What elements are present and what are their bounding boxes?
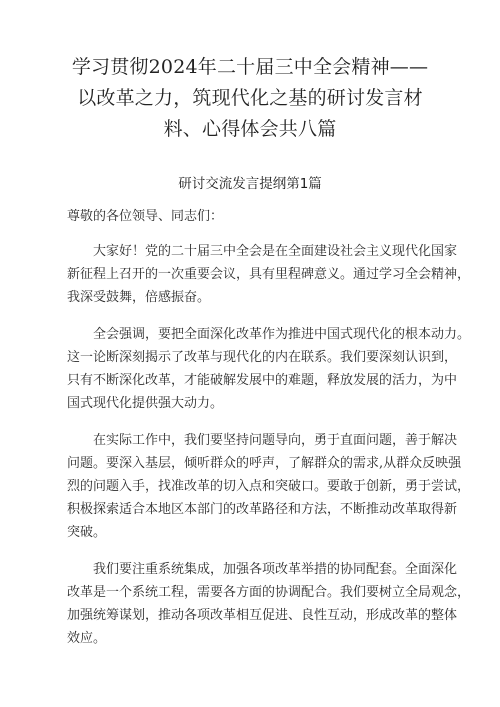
paragraph-3: [67, 429, 471, 544]
paragraph-line: 新征程上召开的一次重要会议，具有里程碑意义。通过学习全会精神，: [67, 267, 471, 282]
paragraph-line: 国式现代化提供强大动力。: [67, 396, 224, 411]
paragraph-line: 全会强调，要把全面深化改革作为推进中国式现代化的根本动力。: [93, 327, 471, 342]
paragraph-line: 改革是一个系统工程，需要各方面的协调配合。我们要树立全局观念，: [67, 585, 471, 600]
title-line: 以改革之力，筑现代化之基的研讨发言材: [77, 87, 423, 109]
paragraph-line: 突破。: [67, 525, 107, 540]
paragraph-1: [67, 240, 471, 309]
document-title: [60, 52, 440, 145]
salutation: [67, 205, 441, 228]
paragraph-line: 只有不断深化改革，才能破解发展中的难题，释放发展的活力，为中: [67, 373, 458, 388]
salutation-line: 尊敬的各位领导、同志们：: [67, 209, 224, 224]
paragraph-line: 我深受鼓舞，倍感振奋。: [67, 290, 211, 305]
title-line: 学习贯彻2024年二十届三中全会精神——: [71, 56, 429, 78]
paragraph-line: 烈的问题入手，找准改革的切入点和突破口。要敢于创新，勇于尝试，: [67, 479, 471, 494]
title-line: 料、心得体会共八篇: [163, 118, 337, 140]
paragraph-line: 积极探索适合本地区本部门的改革路径和方法，不断推动改革取得新: [67, 502, 458, 517]
section-heading: 研讨交流发言提纲第1篇: [178, 176, 322, 192]
paragraph-2: [67, 323, 471, 415]
paragraph-4: [67, 558, 471, 650]
paragraph-line: 在实际工作中，我们要坚持问题导向，勇于直面问题，善于解决: [93, 433, 458, 448]
paragraph-line: 问题。要深入基层，倾听群众的呼声，了解群众的需求,从群众反映强: [67, 456, 462, 471]
paragraph-line: 大家好！党的二十届三中全会是在全面建设社会主义现代化国家: [93, 244, 458, 259]
paragraph-line: 加强统筹谋划，推动各项改革相互促进、良性互动，形成改革的整体: [67, 608, 458, 623]
paragraph-line: 效应。: [67, 631, 107, 646]
paragraph-line: 这一论断深刻揭示了改革与现代化的内在联系。我们要深刻认识到，: [67, 350, 458, 365]
paragraph-line: 我们要注重系统集成，加强各项改革举措的协同配套。全面深化: [93, 562, 458, 577]
